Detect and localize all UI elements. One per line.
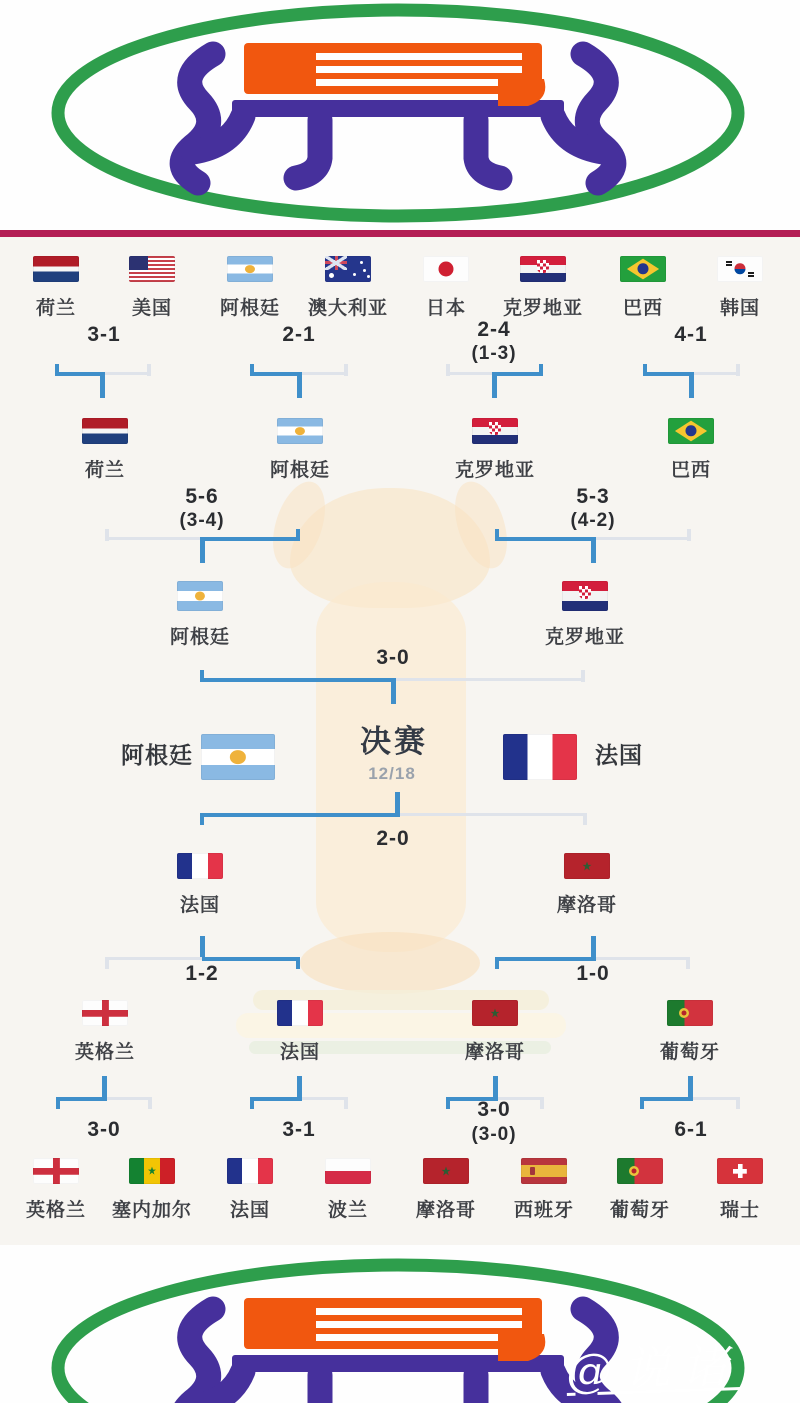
team-name: 日本 xyxy=(425,298,466,319)
bracket-connector xyxy=(495,521,691,567)
line-tick xyxy=(105,957,109,969)
winner-line xyxy=(55,372,105,376)
morocco-flag-icon xyxy=(423,1158,469,1184)
loser-line xyxy=(596,537,691,540)
winner-line xyxy=(492,372,543,376)
qf-team-france xyxy=(277,1000,323,1062)
advance-stem xyxy=(102,1076,107,1097)
france-flag-icon xyxy=(177,853,223,879)
loser-line xyxy=(400,813,587,816)
penalty-score: (3-4) xyxy=(179,510,225,531)
loser-line xyxy=(693,1097,740,1100)
match-score: 2-1 xyxy=(282,323,316,346)
match-score: 2-4 xyxy=(477,318,511,341)
qf-team-brazil xyxy=(668,418,714,480)
loser-line xyxy=(446,372,492,375)
morocco-flag-icon xyxy=(472,1000,518,1026)
england-flag-icon xyxy=(82,1000,128,1026)
advance-stem xyxy=(492,372,497,398)
team-name: 法国 xyxy=(279,1042,320,1063)
loser-line xyxy=(105,537,200,540)
argentina-flag-icon xyxy=(201,734,275,780)
line-tick xyxy=(250,364,254,376)
team-name: 葡萄牙 xyxy=(609,1200,671,1221)
argentina-flag-icon xyxy=(177,581,223,611)
match-score: 3-1 xyxy=(282,1118,316,1141)
penalty-score: (1-3) xyxy=(471,343,517,364)
r16-team-netherlands xyxy=(33,256,79,318)
r16-team-england xyxy=(26,1158,86,1220)
bracket-area xyxy=(0,237,800,1245)
argentina-flag-icon xyxy=(227,256,273,282)
team-name: 摩洛哥 xyxy=(415,1200,477,1221)
r16-team-poland xyxy=(325,1158,371,1220)
team-name: 美国 xyxy=(131,298,172,319)
advance-stem xyxy=(688,1076,693,1097)
team-name: 克罗地亚 xyxy=(454,460,536,481)
loser-line xyxy=(596,957,690,960)
netherlands-flag-icon xyxy=(82,418,128,444)
winner-line xyxy=(56,1097,107,1101)
loser-line xyxy=(396,678,585,681)
team-name: 阿根廷 xyxy=(219,298,281,319)
line-tick xyxy=(736,364,740,376)
team-name: 英格兰 xyxy=(74,1042,136,1063)
team-name: 阿根廷 xyxy=(269,460,331,481)
match-score: 6-1 xyxy=(674,1118,708,1141)
line-tick xyxy=(446,364,450,376)
final-team-left-name: 阿根廷 xyxy=(121,742,193,768)
loser-line xyxy=(694,372,740,375)
france-flag-icon xyxy=(503,734,577,780)
team-name: 法国 xyxy=(179,895,220,916)
ding-logo-icon xyxy=(0,0,800,230)
morocco-flag-icon xyxy=(564,853,610,879)
line-tick xyxy=(55,364,59,376)
trophy-watermark xyxy=(300,932,480,994)
winner-line xyxy=(250,372,302,376)
loser-line xyxy=(105,957,202,960)
line-tick xyxy=(200,670,204,682)
senegal-flag-icon xyxy=(129,1158,175,1184)
line-tick xyxy=(581,670,585,682)
line-tick xyxy=(148,1097,152,1109)
line-tick xyxy=(583,813,587,825)
advance-stem xyxy=(395,792,400,813)
team-name: 法国 xyxy=(229,1200,270,1221)
r16-team-usa xyxy=(129,256,175,318)
bracket-connector xyxy=(105,521,300,567)
line-tick xyxy=(56,1097,60,1109)
match-score: 3-1 xyxy=(87,323,121,346)
loser-line xyxy=(107,1097,152,1100)
sf-team-croatia xyxy=(545,581,625,647)
penalty-score: (4-2) xyxy=(570,510,616,531)
final-team-right-name: 法国 xyxy=(595,742,643,768)
winner-line xyxy=(640,1097,693,1101)
line-tick xyxy=(446,1097,450,1109)
match-score: 1-2 xyxy=(185,962,219,985)
r16-team-brazil xyxy=(620,256,666,318)
divider-bar xyxy=(0,230,800,237)
line-tick xyxy=(200,813,204,825)
line-tick xyxy=(296,957,300,969)
r16-team-senegal xyxy=(112,1158,192,1220)
australia-flag-icon xyxy=(325,256,371,282)
line-tick xyxy=(643,364,647,376)
r16-team-croatia xyxy=(503,256,583,318)
brazil-flag-icon xyxy=(668,418,714,444)
line-tick xyxy=(250,1097,254,1109)
brazil-flag-icon xyxy=(620,256,666,282)
bracket-connector xyxy=(250,356,348,402)
team-name: 克罗地亚 xyxy=(502,298,584,319)
match-score: 4-1 xyxy=(674,323,708,346)
line-tick xyxy=(495,957,499,969)
line-tick xyxy=(539,364,543,376)
winner-line xyxy=(250,1097,302,1101)
watermark-signature: @说诸 xyxy=(565,1337,741,1399)
advance-stem xyxy=(297,372,302,398)
sf-team-argentina xyxy=(170,581,230,647)
winner-line xyxy=(202,957,300,961)
line-tick xyxy=(344,1097,348,1109)
qf-team-netherlands xyxy=(82,418,128,480)
match-score: 5-3 xyxy=(576,485,610,508)
switzerland-flag-icon xyxy=(717,1158,763,1184)
match-score: 3-0 xyxy=(87,1118,121,1141)
sf-team-morocco xyxy=(557,853,617,915)
france-flag-icon xyxy=(277,1000,323,1026)
r16-team-spain xyxy=(514,1158,574,1220)
line-tick xyxy=(296,529,300,541)
advance-stem xyxy=(200,936,205,957)
france-flag-icon xyxy=(227,1158,273,1184)
r16-team-australia xyxy=(308,256,388,318)
brand-logo-bottom xyxy=(0,1245,800,1403)
team-name: 荷兰 xyxy=(84,460,125,481)
team-name: 西班牙 xyxy=(513,1200,575,1221)
advance-stem xyxy=(100,372,105,398)
portugal-flag-icon xyxy=(617,1158,663,1184)
match-score: 1-0 xyxy=(576,962,610,985)
r16-team-argentina xyxy=(220,256,280,318)
southkorea-flag-icon xyxy=(717,256,763,282)
croatia-flag-icon xyxy=(472,418,518,444)
r16-team-france xyxy=(227,1158,273,1220)
team-name: 韩国 xyxy=(719,298,760,319)
poland-flag-icon xyxy=(325,1158,371,1184)
team-name: 英格兰 xyxy=(25,1200,87,1221)
qf-team-portugal xyxy=(660,1000,720,1062)
line-tick xyxy=(344,364,348,376)
r16-team-southkorea xyxy=(717,256,763,318)
advance-stem xyxy=(689,372,694,398)
croatia-flag-icon xyxy=(520,256,566,282)
bracket-connector xyxy=(643,356,740,402)
advance-stem xyxy=(391,678,396,704)
penalty-score: (3-0) xyxy=(471,1124,517,1145)
r16-team-portugal xyxy=(610,1158,670,1220)
netherlands-flag-icon xyxy=(33,256,79,282)
winner-line xyxy=(495,957,596,961)
line-tick xyxy=(686,957,690,969)
winner-line xyxy=(200,678,396,682)
winner-line xyxy=(200,537,300,541)
match-score: 3-0 xyxy=(477,1098,511,1121)
bracket-connector xyxy=(55,356,151,402)
qf-team-croatia xyxy=(455,418,535,480)
r16-team-morocco xyxy=(416,1158,476,1220)
line-tick xyxy=(736,1097,740,1109)
line-tick xyxy=(105,529,109,541)
winner-line xyxy=(643,372,694,376)
team-name: 荷兰 xyxy=(35,298,76,319)
team-name: 巴西 xyxy=(622,298,663,319)
line-tick xyxy=(540,1097,544,1109)
line-tick xyxy=(495,529,499,541)
argentina-flag-icon xyxy=(277,418,323,444)
brand-logo-top xyxy=(0,0,800,230)
usa-flag-icon xyxy=(129,256,175,282)
loser-line xyxy=(302,372,348,375)
advance-stem xyxy=(591,537,596,563)
advance-stem xyxy=(591,936,596,957)
bracket-connector xyxy=(200,662,585,708)
team-name: 波兰 xyxy=(327,1200,368,1221)
spain-flag-icon xyxy=(521,1158,567,1184)
team-name: 阿根廷 xyxy=(169,627,231,648)
loser-line xyxy=(105,372,151,375)
team-name: 巴西 xyxy=(670,460,711,481)
advance-stem xyxy=(493,1076,498,1097)
line-tick xyxy=(147,364,151,376)
team-name: 克罗地亚 xyxy=(544,627,626,648)
team-name: 摩洛哥 xyxy=(464,1042,526,1063)
qf-team-england xyxy=(75,1000,135,1062)
winner-line xyxy=(495,537,596,541)
match-score: 2-0 xyxy=(376,827,410,850)
bracket-connector xyxy=(446,356,543,402)
team-name: 瑞士 xyxy=(719,1200,760,1221)
croatia-flag-icon xyxy=(562,581,608,611)
portugal-flag-icon xyxy=(667,1000,713,1026)
r16-team-japan xyxy=(423,256,469,318)
qf-team-morocco xyxy=(465,1000,525,1062)
loser-line xyxy=(302,1097,348,1100)
japan-flag-icon xyxy=(423,256,469,282)
advance-stem xyxy=(297,1076,302,1097)
final-title: 决赛 xyxy=(360,724,428,759)
match-score: 3-0 xyxy=(376,646,410,669)
winner-line xyxy=(200,813,400,817)
qf-team-argentina xyxy=(270,418,330,480)
line-tick xyxy=(687,529,691,541)
team-name: 澳大利亚 xyxy=(307,298,389,319)
england-flag-icon xyxy=(33,1158,79,1184)
team-name: 塞内加尔 xyxy=(111,1200,193,1221)
final-date: 12/18 xyxy=(368,764,416,783)
match-score: 5-6 xyxy=(185,485,219,508)
advance-stem xyxy=(200,537,205,563)
sf-team-france xyxy=(177,853,223,915)
team-name: 摩洛哥 xyxy=(556,895,618,916)
team-name: 葡萄牙 xyxy=(659,1042,721,1063)
line-tick xyxy=(640,1097,644,1109)
r16-team-switzerland xyxy=(717,1158,763,1220)
